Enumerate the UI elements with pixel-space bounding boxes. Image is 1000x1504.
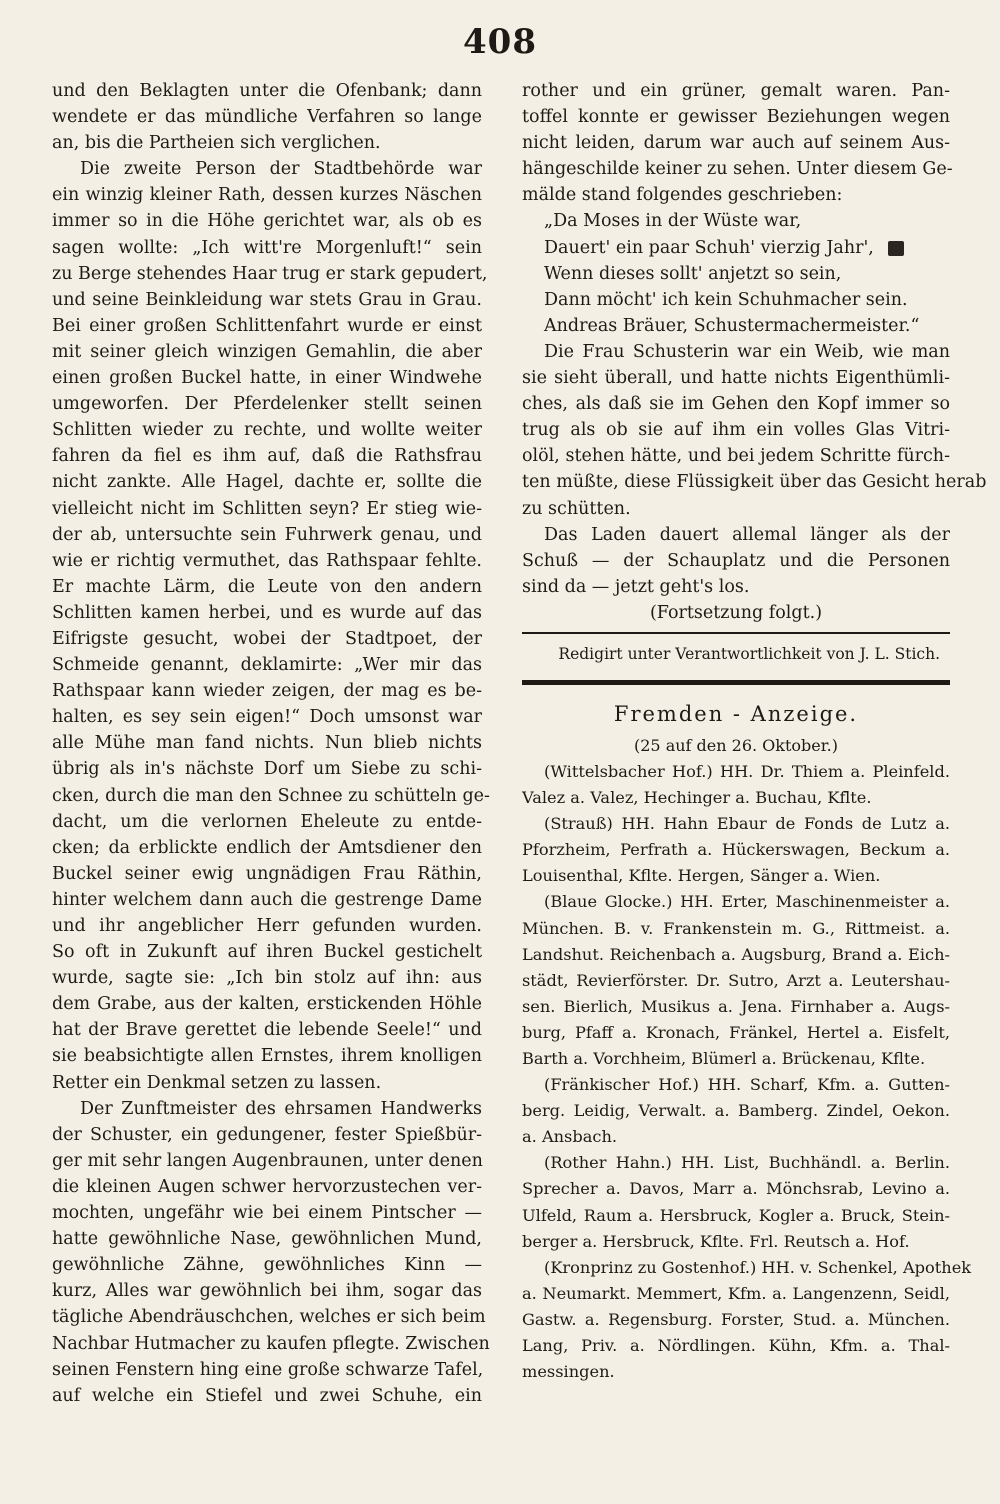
notice-line-text: Gastw. a. Regensburg. Forster, Stud. a. München. — [522, 1309, 950, 1329]
text-line-text: übrig als in's nächste Dorf um Siebe zu schi- — [52, 759, 482, 780]
notice-line — [522, 994, 950, 1020]
text-line-text: mit seiner gleich winzigen Gemahlin, die aber — [52, 341, 482, 362]
notice-line-text: sen. Bierlich, Musikus a. Jena. Firnhaber a. Augs- — [522, 996, 950, 1016]
text-line-text: toffel konnte er gewisser Beziehungen wegen — [522, 107, 950, 128]
text-line-text: dem Grabe, aus der kalten, erstickenden Höhle — [52, 994, 482, 1015]
notice-line-text: a. Ansbach. — [522, 1127, 618, 1147]
text-line-text: Die Frau Schusterin war ein Weib, wie man — [544, 341, 950, 362]
text-line — [522, 261, 950, 287]
notice-line-text: Ulfeld, Raum a. Hersbruck, Kogler a. Bruck, Stein- — [522, 1205, 950, 1225]
ink-blot-icon — [888, 241, 904, 256]
notice-line-text: (Fränkischer Hof.) HH. Scharf, Kfm. a. Gutten- — [544, 1075, 950, 1095]
text-line-text: Nachbar Hutmacher zu kaufen pflegte. Zwischen — [52, 1333, 490, 1354]
text-line — [52, 913, 482, 939]
text-line-text: alle Mühe man fand nichts. Nun blieb nichts — [52, 733, 482, 754]
text-line-text: cken, durch die man den Schnee zu schütteln ge- — [52, 785, 490, 806]
notice-line-text: Sprecher a. Davos, Marr a. Mönchsrab, Levino a. — [522, 1179, 950, 1199]
notice-line-text: Louisenthal, Kflte. Hergen, Sänger a. Wien. — [522, 866, 881, 886]
text-line-text: Schlitten kamen herbei, und es wurde auf das — [52, 602, 482, 623]
notice-line-text: berger a. Hersbruck, Kflte. Frl. Reutsch a. Hof. — [522, 1231, 910, 1251]
text-line — [52, 600, 482, 626]
text-line — [522, 574, 950, 600]
text-line — [522, 443, 950, 469]
text-line-text: nicht leiden, darum war auch auf seinem Aus- — [522, 133, 950, 154]
text-line — [52, 182, 482, 208]
text-line-text: Die zweite Person der Stadtbehörde war — [80, 159, 482, 180]
text-line — [52, 756, 482, 782]
text-line-text: Dauert' ein paar Schuh' vierzig Jahr', — [544, 237, 874, 258]
text-line — [52, 991, 482, 1017]
notice-line — [522, 811, 950, 837]
text-line-text: sie sieht überall, und hatte nichts Eigenthümli- — [522, 368, 950, 389]
text-line-text: nicht zankte. Alle Hagel, dachte er, sollte die — [52, 472, 482, 493]
right-column — [522, 78, 987, 1385]
notice-line — [522, 1359, 950, 1385]
notice-line — [522, 1020, 950, 1046]
text-line — [522, 391, 950, 417]
text-line-text: Der Zunftmeister des ehrsamen Handwerks — [80, 1098, 482, 1119]
notices-date: (25 auf den 26. Oktober.) — [634, 735, 838, 755]
text-line — [52, 783, 490, 809]
text-line — [522, 600, 950, 626]
text-line — [52, 1252, 482, 1278]
text-line — [52, 1043, 482, 1069]
text-line-text: auf welche ein Stiefel und zwei Schuhe, ein — [52, 1385, 482, 1406]
text-line — [52, 417, 482, 443]
text-line-text: und den Beklagten unter die Ofenbank; dann — [52, 81, 482, 101]
text-line — [52, 1331, 490, 1357]
text-line — [52, 78, 482, 104]
text-line-text: Buckel seiner ewig ungnädigen Frau Räthin, — [52, 863, 482, 884]
text-line — [52, 626, 482, 652]
notice-line-text: (Rother Hahn.) HH. List, Buchhändl. a. Berlin. — [544, 1153, 950, 1173]
text-line-text: vielleicht nicht im Schlitten seyn? Er stieg wie- — [52, 498, 482, 519]
text-line-text: der ab, untersuchte sein Fuhrwerk genau, und — [52, 524, 482, 545]
text-line-text: Retter ein Denkmal setzen zu lassen. — [52, 1072, 382, 1093]
text-line-text: mochten, ungefähr wie bei einem Pintscher — — [52, 1203, 482, 1224]
notice-line-text: burg, Pfaff a. Kronach, Fränkel, Hertel a. Eisfelt, — [522, 1022, 950, 1042]
text-line — [522, 182, 950, 208]
text-line-text: Rathspaar kann wieder zeigen, der mag es be- — [52, 681, 482, 702]
text-line — [52, 1070, 482, 1096]
text-line — [52, 469, 482, 495]
story-continuation — [522, 78, 987, 626]
text-line — [52, 313, 482, 339]
text-line — [52, 365, 482, 391]
notice-line-text: (Kronprinz zu Gostenhof.) HH. v. Schenkel, Apothek — [544, 1257, 972, 1277]
notice-line — [522, 1176, 950, 1202]
text-line — [522, 548, 950, 574]
text-line — [522, 365, 950, 391]
notice-line-text: (Blaue Glocke.) HH. Erter, Maschinenmeister a. — [544, 892, 950, 912]
text-line-text: an, bis die Partheien sich verglichen. — [52, 133, 381, 154]
text-line — [52, 574, 482, 600]
text-line — [52, 548, 482, 574]
text-line — [522, 417, 950, 443]
notice-line — [522, 916, 950, 942]
notice-line — [522, 759, 950, 785]
text-line-text: Bei einer großen Schlittenfahrt wurde er einst — [52, 315, 482, 336]
text-line — [52, 652, 482, 678]
text-line-text: tägliche Abendräuschchen, welches er sich beim — [52, 1307, 486, 1328]
text-line-text: So oft in Zukunft auf ihren Buckel gestichelt — [52, 942, 482, 963]
text-line-text: und ihr angeblicher Herr gefunden wurden. — [52, 916, 482, 936]
page-number: 408 — [463, 22, 537, 62]
text-line-text: halten, es sey sein eigen!“ Doch umsonst war — [52, 707, 482, 728]
text-line — [52, 939, 482, 965]
text-line — [522, 287, 950, 313]
notice-line — [522, 837, 950, 863]
text-line-text: fahren da fiel es ihm auf, daß die Rathsfrau — [52, 446, 482, 467]
text-line-text: Eifrigste gesucht, wobei der Stadtpoet, der — [52, 628, 482, 649]
text-line-text: olöl, stehen hätte, und bei jedem Schritte fürch- — [522, 446, 950, 467]
visitor-notices — [522, 759, 972, 1385]
text-line-text: (Fortsetzung folgt.) — [649, 602, 823, 623]
notice-line-text: städt, Revierförster. Dr. Sutro, Arzt a. Leutershau- — [522, 970, 950, 990]
notice-line-text: München. B. v. Frankenstein m. G., Rittmeist. a. — [522, 918, 950, 938]
text-line-text: Schlitten wieder zu rechte, und wollte weiter — [52, 420, 482, 441]
text-line-text: ger mit sehr langen Augenbraunen, unter denen — [52, 1150, 483, 1171]
text-line-text: mälde stand folgendes geschrieben: — [522, 185, 843, 206]
text-line — [522, 496, 950, 522]
text-line-text: hinter welchem dann auch die gestrenge Dame — [52, 889, 482, 910]
text-line — [522, 235, 950, 261]
text-line — [52, 1017, 482, 1043]
notice-line — [522, 1203, 950, 1229]
text-line — [52, 887, 482, 913]
notice-line-text: messingen. — [522, 1362, 615, 1382]
text-line — [522, 156, 953, 182]
notice-line — [522, 785, 950, 811]
text-line — [52, 1122, 482, 1148]
text-line-text: sagen wollte: „Ich witt're Morgenluft!“ sein — [52, 237, 482, 258]
text-line — [52, 443, 482, 469]
text-line — [52, 1200, 482, 1226]
notice-line-text: (Wittelsbacher Hof.) HH. Dr. Thiem a. Pleinfeld. — [544, 761, 950, 781]
text-line-text: wurde, sagte sie: „Ich bin stolz auf ihn: aus — [52, 968, 482, 989]
notice-line-text: Landshut. Reichenbach a. Augsburg, Brand a. Eich- — [522, 944, 950, 964]
text-line-text: Wenn dieses sollt' anjetzt so sein, — [544, 263, 842, 284]
editor-credit: Redigirt unter Verantwortlichkeit von J. L. Stich. — [558, 644, 940, 663]
text-line-text: die kleinen Augen schwer hervorzustechen ver- — [52, 1176, 482, 1197]
text-line — [52, 261, 488, 287]
text-line — [52, 1174, 482, 1200]
text-line — [52, 522, 482, 548]
text-line — [52, 704, 482, 730]
text-line-text: umgeworfen. Der Pferdelenker stellt seinen — [52, 394, 482, 415]
text-line — [52, 156, 482, 182]
text-line-text: Dann möcht' ich kein Schuhmacher sein. — [544, 289, 908, 310]
notice-line-text: Pforzheim, Perfrath a. Hückerswagen, Beckum a. — [522, 840, 950, 860]
text-line-text: zu schütten. — [522, 498, 631, 519]
text-line-text: „Da Moses in der Wüste war, — [544, 211, 802, 232]
text-line — [52, 678, 482, 704]
notice-line-text: Lang, Priv. a. Nördlingen. Kühn, Kfm. a. Thal- — [522, 1336, 950, 1356]
text-line-text: Schmeide genannt, deklamirte: „Wer mir das — [52, 655, 482, 676]
notice-line — [522, 863, 950, 889]
text-line — [522, 208, 950, 234]
text-line-text: rother und ein grüner, gemalt waren. Pan- — [522, 81, 950, 101]
notice-line — [522, 1281, 950, 1307]
text-line-text: und seine Beinkleidung war stets Grau in Grau. — [52, 289, 482, 310]
notices-heading: Fremden - Anzeige. — [613, 701, 859, 726]
notice-line — [522, 1124, 950, 1150]
text-line-text: sind da — jetzt geht's los. — [522, 576, 750, 597]
notice-line — [522, 968, 950, 994]
text-line — [52, 130, 482, 156]
text-line — [52, 104, 482, 130]
text-line-text: hat der Brave gerettet die lebende Seele!“ und — [52, 1020, 482, 1041]
text-line — [52, 965, 482, 991]
text-line — [522, 313, 950, 339]
text-line — [522, 78, 950, 104]
text-line — [52, 1357, 482, 1383]
text-line — [52, 1096, 482, 1122]
text-line — [52, 391, 482, 417]
text-line — [52, 861, 482, 887]
text-line — [52, 1148, 482, 1174]
text-line — [522, 130, 950, 156]
notice-line-text: Valez a. Valez, Hechinger a. Buchau, Kfl̄te. — [522, 788, 872, 808]
text-line-text: Schuß — der Schauplatz und die Personen — [522, 550, 950, 571]
notice-line-text: Barth a. Vorchheim, Blümerl a. Brückenau, Kflte. — [522, 1049, 926, 1068]
notice-line-text: a. Neumarkt. Memmert, Kfm. a. Langenzenn, Seidl, — [522, 1283, 950, 1303]
text-line-text: hatte gewöhnliche Nase, gewöhnlichen Mund, — [52, 1229, 482, 1250]
notice-line-text: (Strauß) HH. Hahn Ebaur de Fonds de Lutz a. — [544, 814, 950, 834]
notice-line — [522, 1229, 950, 1255]
text-line-text: Er machte Lärm, die Leute von den andern — [52, 576, 482, 597]
divider-thin — [522, 632, 950, 634]
text-line-text: dacht, um die verlornen Eheleute zu entde- — [52, 811, 482, 832]
notice-line — [522, 1307, 950, 1333]
text-line — [52, 835, 482, 861]
text-line-text: zu Berge stehendes Haar trug er stark gepudert, — [52, 263, 488, 284]
text-line — [52, 1278, 482, 1304]
left-column — [52, 78, 490, 1409]
notice-line-text: berg. Leidig, Verwalt. a. Bamberg. Zindel, Oekon. — [522, 1101, 950, 1121]
text-line — [52, 208, 482, 234]
text-line-text: sie beabsichtigte allen Ernstes, ihrem knolligen — [52, 1046, 482, 1067]
notice-line — [522, 1046, 950, 1072]
divider-thick — [522, 680, 950, 685]
text-line — [52, 339, 482, 365]
text-line-text: ten müßte, diese Flüssigkeit über das Gesicht herab — [522, 472, 987, 493]
notice-line — [522, 889, 950, 915]
notice-line — [522, 1072, 950, 1098]
text-line — [522, 104, 950, 130]
text-line-text: ches, als daß sie im Gehen den Kopf immer so — [522, 394, 950, 415]
text-line-text: immer so in die Höhe gerichtet war, als ob es — [52, 211, 482, 232]
text-line — [52, 496, 482, 522]
text-line — [52, 730, 482, 756]
text-line-text: seinen Fenstern hing eine große schwarze Tafel, — [52, 1359, 484, 1380]
text-line — [52, 1226, 482, 1252]
notice-line — [522, 1098, 950, 1124]
notice-line — [522, 1333, 950, 1359]
text-line-text: Andreas Bräuer, Schustermachermeister.“ — [544, 315, 920, 336]
text-line — [52, 287, 482, 313]
text-line-text: ein winzig kleiner Rath, dessen kurzes Näschen — [52, 185, 482, 206]
notice-line — [522, 942, 950, 968]
text-line — [522, 469, 987, 495]
text-line — [52, 235, 482, 261]
text-line-text: gewöhnliche Zähne, gewöhnliches Kinn — — [52, 1255, 482, 1276]
text-line-text: hängeschilde keiner zu sehen. Unter diesem Ge- — [522, 159, 953, 180]
text-line — [522, 339, 950, 365]
text-line-text: wie er richtig vermuthet, das Rathspaar fehlte. — [52, 550, 482, 571]
text-line-text: trug als ob sie auf ihm ein volles Glas Vitri- — [522, 420, 950, 441]
notice-line — [522, 1255, 972, 1281]
text-line-text: einen großen Buckel hatte, in einer Windwehe — [52, 368, 482, 389]
text-line — [52, 809, 482, 835]
text-line-text: wendete er das mündliche Verfahren so lange — [52, 107, 482, 128]
notice-line — [522, 1150, 950, 1176]
text-line — [522, 522, 950, 548]
text-line-text: Das Laden dauert allemal länger als der — [544, 524, 950, 545]
text-line-text: der Schuster, ein gedungener, fester Spießbür- — [52, 1124, 482, 1145]
text-line-text: cken; da erblickte endlich der Amtsdiener den — [52, 837, 482, 858]
text-line — [52, 1304, 486, 1330]
text-line-text: kurz, Alles war gewöhnlich bei ihm, sogar das — [52, 1281, 482, 1302]
text-line — [52, 1383, 482, 1409]
